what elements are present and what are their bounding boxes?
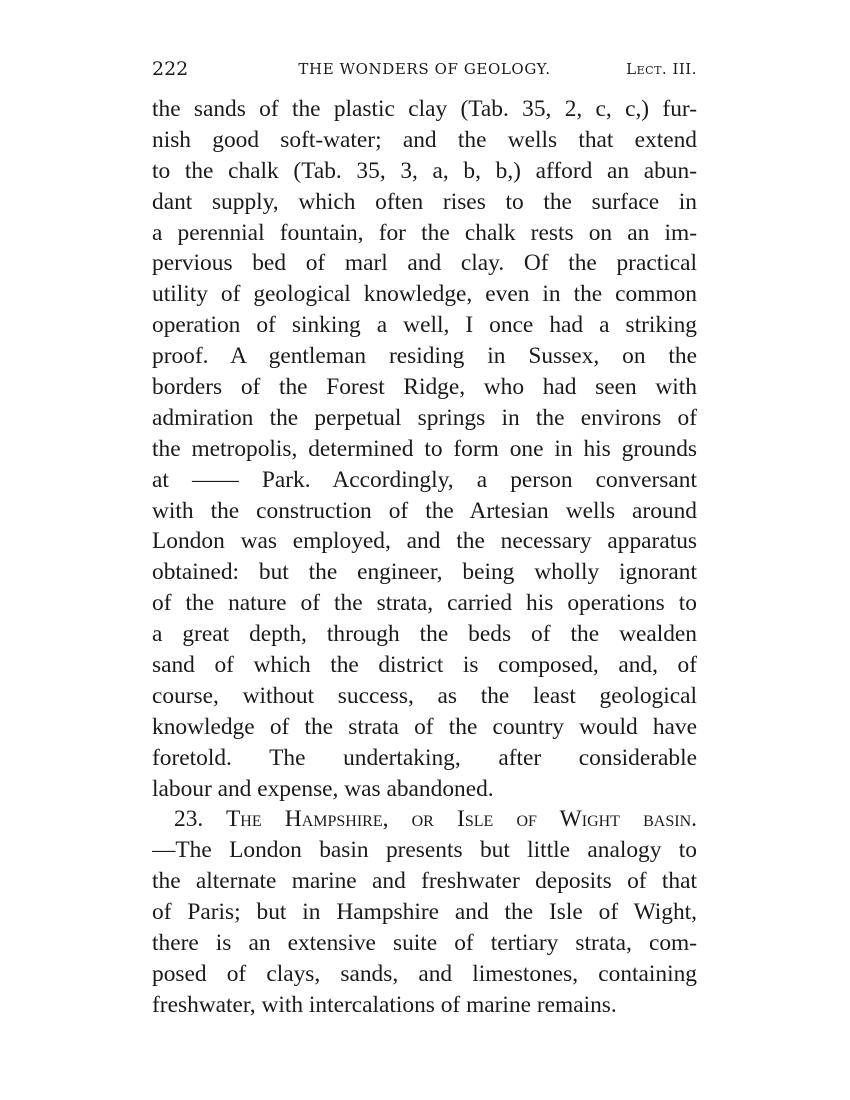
- text-line: a great depth, through the beds of the wealden: [152, 621, 697, 648]
- text-line: course, without success, as the least geological: [152, 682, 697, 709]
- paragraph-wells: [152, 94, 697, 804]
- page-number: 222: [152, 58, 189, 80]
- lecture-label: Lect. III.: [626, 60, 697, 78]
- text-line: utility of geological knowledge, even in the common: [152, 281, 697, 308]
- section-heading: 23. The Hampshire, or Isle of Wight basin.: [174, 806, 697, 833]
- text-line: of the nature of the strata, carried his operations to: [152, 590, 697, 617]
- running-head: [152, 52, 697, 86]
- text-line: there is an extensive suite of tertiary strata, com-: [152, 930, 697, 957]
- text-line: admiration the perpetual springs in the environs of: [152, 404, 697, 431]
- text-line: a perennial fountain, for the chalk rests on an im-: [152, 219, 697, 246]
- text-line: sand of which the district is composed, and, of: [152, 652, 697, 679]
- text-line: nish good soft-water; and the wells that extend: [152, 126, 697, 153]
- text-line: of Paris; but in Hampshire and the Isle of Wight,: [152, 899, 697, 926]
- text-line: proof. A gentleman residing in Sussex, on the: [152, 343, 697, 370]
- text-line: borders of the Forest Ridge, who had seen with: [152, 374, 697, 401]
- text-line: the sands of the plastic clay (Tab. 35, 2, c, c,) fur-: [152, 96, 697, 122]
- text-line: —The London basin presents but little analogy to: [152, 837, 697, 864]
- text-line: pervious bed of marl and clay. Of the practical: [152, 250, 697, 277]
- text-line: operation of sinking a well, I once had a striking: [152, 312, 697, 339]
- text-line: obtained: but the engineer, being wholly ignorant: [152, 559, 697, 586]
- text-line: posed of clays, sands, and limestones, containing: [152, 960, 697, 987]
- text-line: the alternate marine and freshwater deposits of that: [152, 868, 697, 895]
- text-line: dant supply, which often rises to the surface in: [152, 188, 697, 215]
- text-line: foretold. The undertaking, after considerable: [152, 744, 697, 771]
- text-line: to the chalk (Tab. 35, 3, a, b, b,) afford an abun-: [152, 157, 697, 184]
- text-line: freshwater, with intercalations of marine remains.: [152, 991, 617, 1018]
- book-page: [152, 52, 697, 1021]
- text-line: the metropolis, determined to form one in his grounds: [152, 435, 697, 462]
- text-line: with the construction of the Artesian wells around: [152, 497, 697, 524]
- text-line: labour and expense, was abandoned.: [152, 775, 494, 802]
- book-title: THE WONDERS OF GEOLOGY.: [298, 60, 551, 78]
- body-text: [152, 94, 697, 1021]
- text-line: London was employed, and the necessary apparatus: [152, 528, 697, 555]
- text-line: knowledge of the strata of the country would have: [152, 713, 697, 740]
- paragraph-hampshire-basin: [152, 835, 697, 1020]
- text-line: at —— Park. Accordingly, a person conversant: [152, 466, 697, 493]
